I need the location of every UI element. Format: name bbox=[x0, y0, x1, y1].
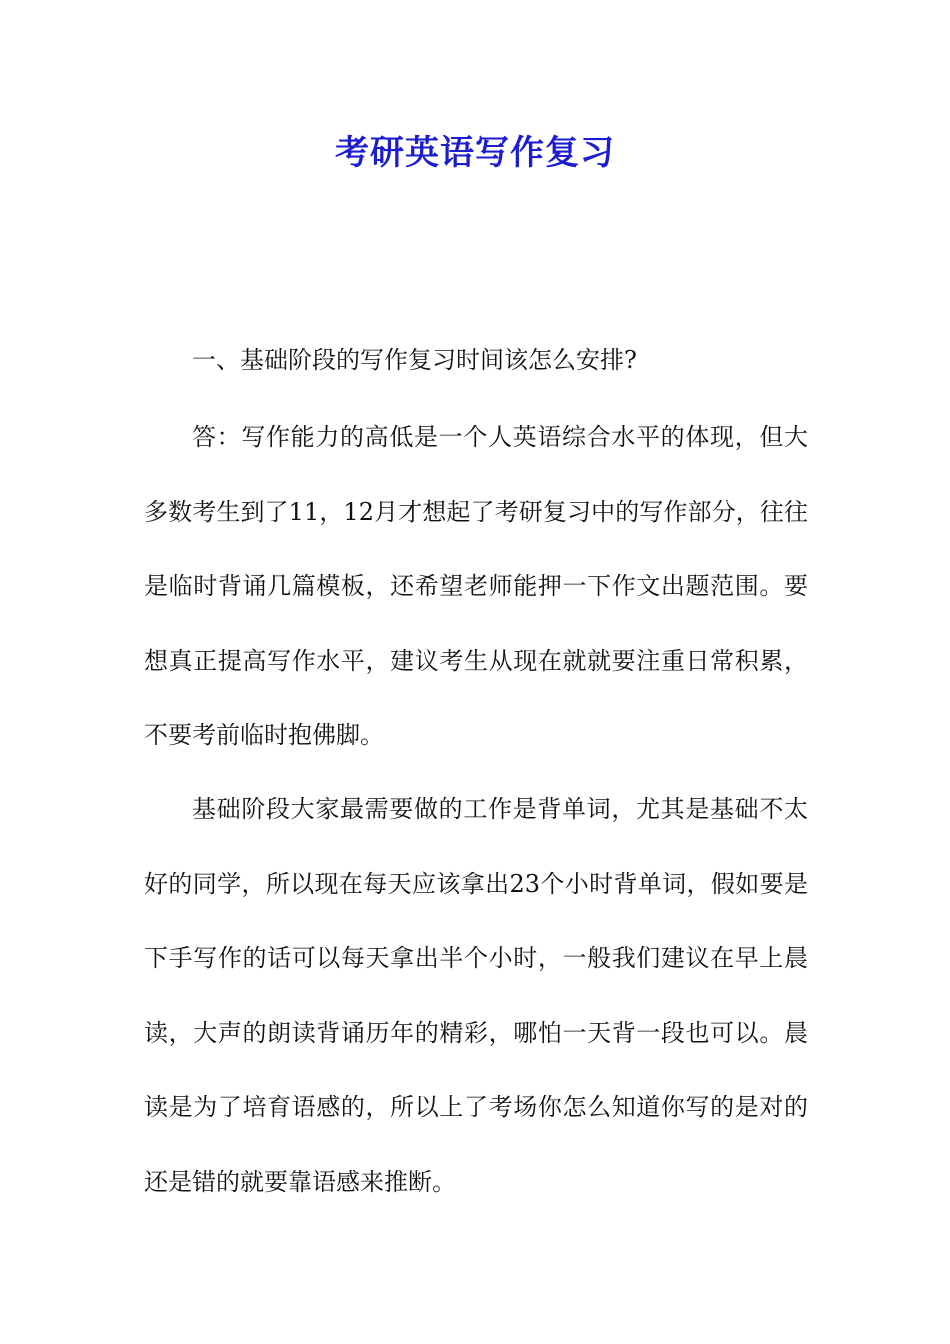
document-title: 考研英语写作复习 bbox=[335, 133, 615, 173]
section-heading: 一、基础阶段的写作复习时间该怎么安排? bbox=[192, 346, 637, 374]
paragraph-answer: 答：写作能力的高低是一个人英语综合水平的体现，但大多数考生到了11，12月才想起了考研复习中的写作部分，往往是临时背诵几篇模板，还希望老师能押一下作文出题范围。要想真正提高写作水平，建议考生从现在就就要注重日常积累，不要考前临时抱佛脚。 bbox=[144, 423, 808, 749]
paragraph-basic-stage: 基础阶段大家最需要做的工作是背单词，尤其是基础不太好的同学，所以现在每天应该拿出23个小时背单词，假如要是下手写作的话可以每天拿出半个小时，一般我们建议在早上晨读，大声的朗读背诵历年的精彩，哪怕一天背一段也可以。晨读是为了培育语感的，所以上了考场你怎么知道你写的是对的还是错的就要靠语感来推断。 bbox=[144, 795, 808, 1196]
